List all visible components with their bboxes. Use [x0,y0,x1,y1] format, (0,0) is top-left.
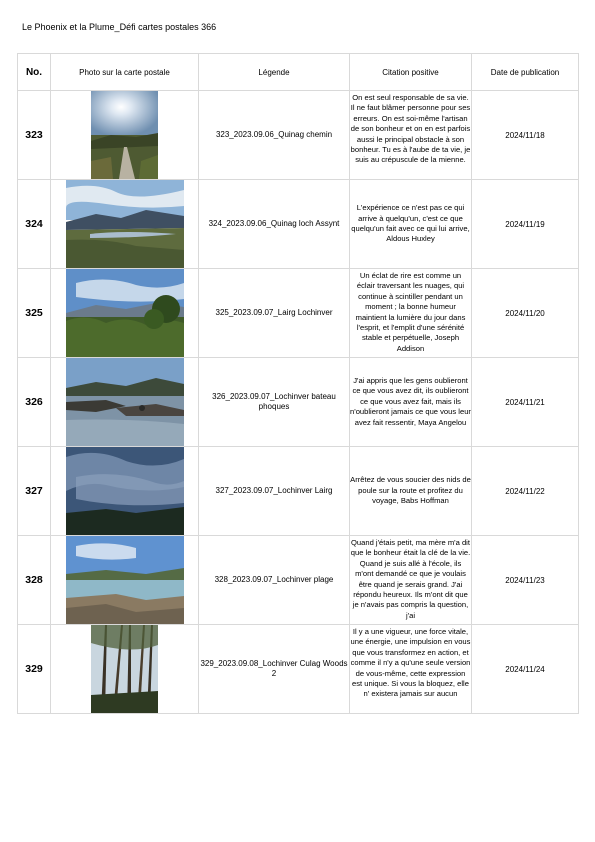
row-number: 325 [18,269,51,358]
legend-cell: 324_2023.09.06_Quinag loch Assynt [199,180,350,269]
legend-cell: 329_2023.09.08_Lochinver Culag Woods 2 [199,625,350,714]
legend-cell: 325_2023.09.07_Lairg Lochinver [199,269,350,358]
header-legend: Légende [199,54,350,91]
quote-cell [350,625,472,714]
postcard-photo [66,536,184,624]
quote-text: Il y a une vigueur, une force vitale, une énergie, une impulsion en vous que vous transformez en action, et comme il n'y a qu'une seule version de vous-même, cette expression est unique. Si vous la bloquez, elle n' existera jamais sur aucun [350,627,471,699]
photo-cell [51,447,199,536]
row-number: 326 [18,358,51,447]
header-photo: Photo sur la carte postale [51,54,199,91]
photo-cell [51,180,199,269]
table-row [18,536,579,625]
postcard-photo [66,180,184,268]
table-row [18,625,579,714]
quote-cell [350,447,472,536]
postcard-photo [66,358,184,446]
table-row [18,358,579,447]
quote-text: Arrêtez de vous soucier des nids de poule sur la route et profitez du voyage, Babs Hoffman [350,475,471,506]
row-number: 327 [18,447,51,536]
publication-date: 2024/11/24 [472,625,579,714]
table-row [18,447,579,536]
row-number: 324 [18,180,51,269]
row-number: 328 [18,536,51,625]
legend-cell: 326_2023.09.07_Lochinver bateau phoques [199,358,350,447]
table-row [18,91,579,180]
quote-cell [350,91,472,180]
quote-text: On est seul responsable de sa vie. Il ne faut blâmer personne pour ses erreurs. On est soi-même l'artisan de son bonheur et on en est parfois aussi le principal obstacle à son bonheur. Tu es à l'aube de ta vie, je suis au crépuscule de la mienne. [350,93,471,165]
legend-cell: 328_2023.09.07_Lochinver plage [199,536,350,625]
publication-date: 2024/11/22 [472,447,579,536]
header-date: Date de publication [472,54,579,91]
quote-cell [350,358,472,447]
postcard-photo [91,625,158,713]
row-number: 323 [18,91,51,180]
quote-text: Un éclat de rire est comme un éclair traversant les nuages, qui continue à scintiller pendant un moment ; la bonne humeur maintient la lumière du jour dans l'esprit, et l'emplit d'une sérénité stable et perpétuelle, Joseph Addison [355,271,466,353]
photo-cell [51,625,199,714]
quote-text: L'expérience ce n'est pas ce qui arrive à quelqu'un, c'est ce que quelqu'un fait avec ce qui lui arrive, Aldous Huxley [351,203,470,244]
postcard-photo [66,269,184,357]
postcard-photo [91,91,158,179]
photo-cell [51,91,199,180]
document-title: Le Phoenix et la Plume_Défi cartes postales 366 [22,22,217,32]
postcards-table [17,53,579,714]
publication-date: 2024/11/20 [472,269,579,358]
postcard-photo [66,447,184,535]
header-no: No. [18,54,51,91]
quote-cell [350,536,472,625]
legend-cell: 323_2023.09.06_Quinag chemin [199,91,350,180]
quote-text: Quand j'étais petit, ma mère m'a dit que le bonheur était la clé de la vie. Quand je suis allé à l'école, ils m'ont demandé ce que je voulais être quand je serais grand. J'ai répondu heureux. Ils m'ont dit que je n'avais pas compris la question, j'ai [350,538,471,620]
quote-cell [350,269,472,358]
table-header-row [18,54,579,91]
table-row [18,269,579,358]
table-row [18,180,579,269]
publication-date: 2024/11/23 [472,536,579,625]
legend-cell: 327_2023.09.07_Lochinver Lairg [199,447,350,536]
publication-date: 2024/11/18 [472,91,579,180]
quote-text: J'ai appris que les gens oublieront ce que vous avez dit, ils oublieront ce que vous avez fait, mais ils n'oublieront jamais ce que vous leur avez fait ressentir, Maya Angelou [350,375,471,427]
quote-cell [350,180,472,269]
publication-date: 2024/11/19 [472,180,579,269]
photo-cell [51,358,199,447]
photo-cell [51,536,199,625]
publication-date: 2024/11/21 [472,358,579,447]
row-number: 329 [18,625,51,714]
header-quote: Citation positive [350,54,472,91]
photo-cell [51,269,199,358]
